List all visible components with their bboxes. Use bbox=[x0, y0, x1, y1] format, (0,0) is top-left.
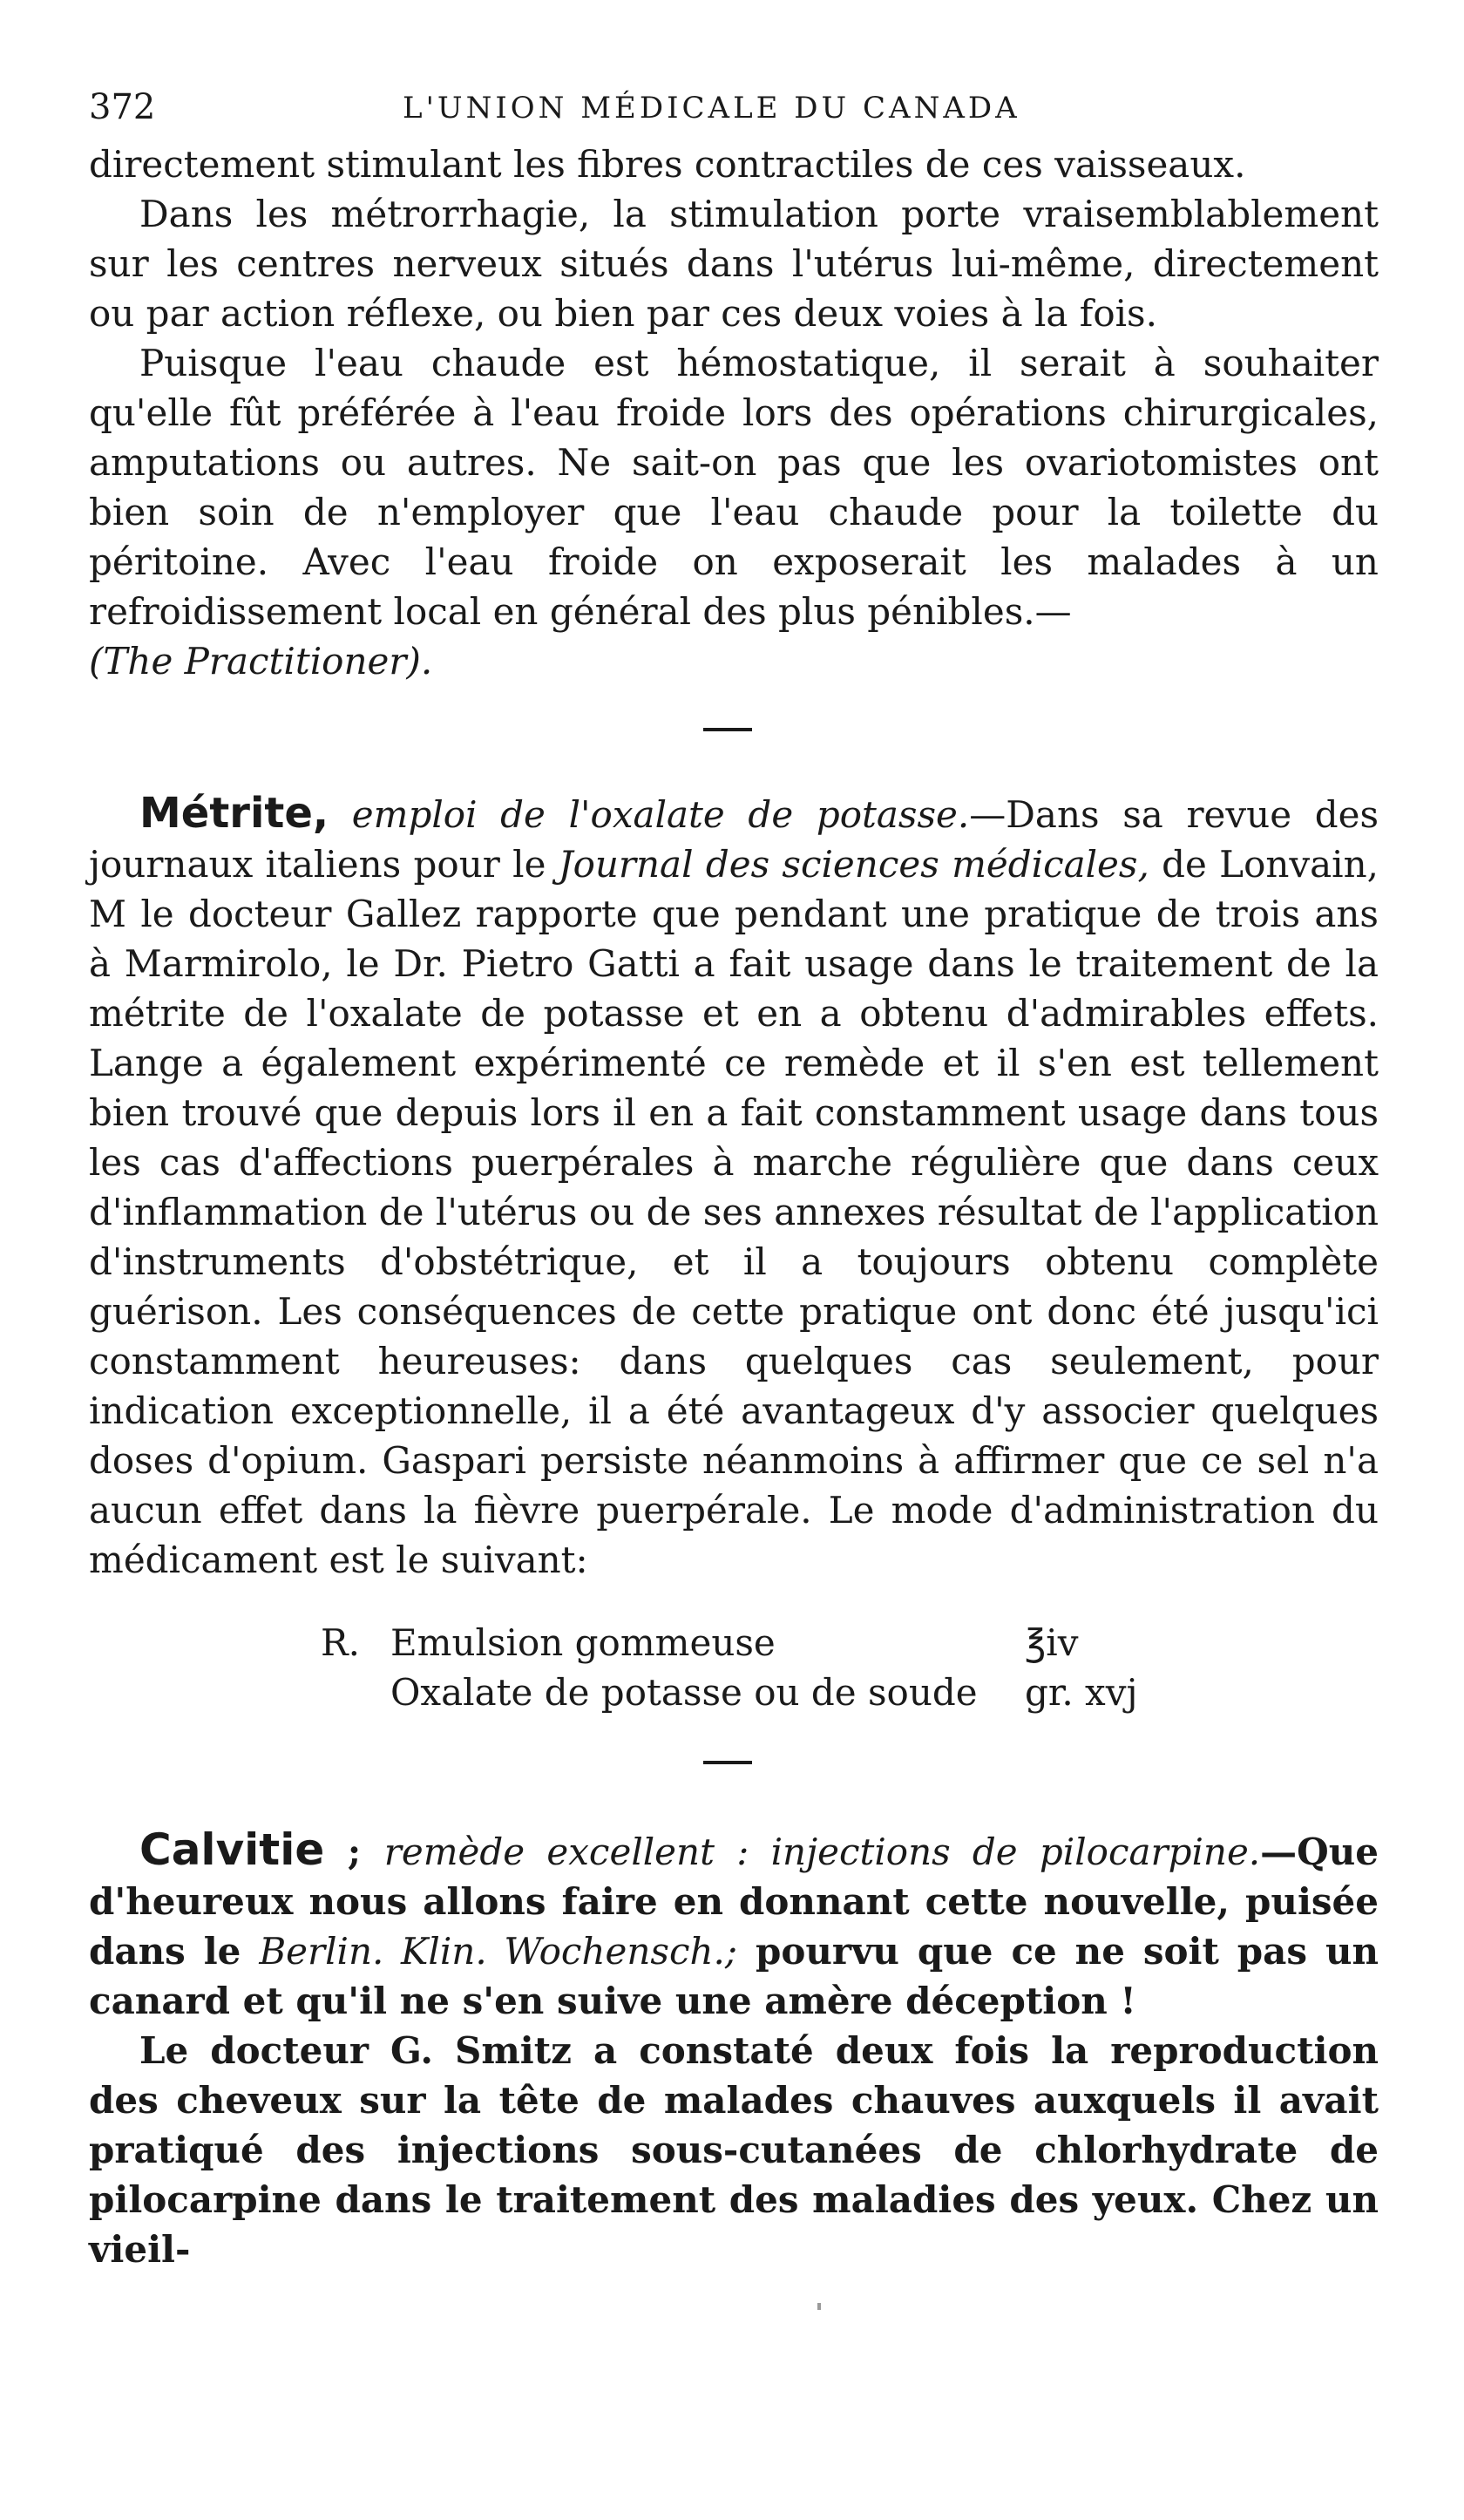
title-separator: ; bbox=[324, 1831, 384, 1873]
running-head bbox=[89, 87, 1379, 139]
metrite-text-a: —Dans sa revue des journaux italiens pour le bbox=[89, 793, 1379, 886]
article-subtitle-metrite: emploi de l'oxalate de potasse. bbox=[351, 793, 970, 836]
calvitie-text-b: pourvu que ce ne soit pas un canard et qu'il ne s'en suive une amère déception ! bbox=[89, 1930, 1379, 2022]
formula-dose: ℥iv bbox=[1025, 1621, 1079, 1664]
journal-title: L'UNION MÉDICALE DU CANADA bbox=[403, 91, 1020, 126]
paragraph-hemostatic-text: Puisque l'eau chaude est hémostatique, il serait à souhaiter qu'elle fût préférée à l'eau froide lors des opérations chirurgicales, amputations ou autres. Ne sait-on pas que les ovariotomistes ont bien soin de n'employer que l'eau chaude pour la toilette du péritoine. Avec l'eau froide on exposerait les malades à un refroidissement local en général des plus pénibles.— bbox=[89, 342, 1379, 633]
formula-dose: gr. xvj bbox=[1025, 1671, 1138, 1714]
formula-row bbox=[321, 1618, 1379, 1668]
source-citation: (The Practitioner). bbox=[89, 640, 433, 683]
formula-row bbox=[321, 1668, 1379, 1717]
print-speck bbox=[817, 2303, 821, 2310]
article-calvitie bbox=[89, 1825, 1379, 2274]
section-divider bbox=[703, 1761, 752, 1764]
paragraph-continuation: directement stimulant les fibres contractiles de ces vaisseaux. bbox=[89, 143, 1246, 186]
formula-ingredient: Emulsion gommeuse bbox=[390, 1621, 776, 1664]
section-divider bbox=[703, 728, 752, 731]
metrite-text-b: de Lonvain, M le docteur Gallez rapporte que pendant une pratique de trois ans à Marmirolo, le Dr. Pietro Gatti a fait usage dans le traitement de la métrite de l'oxalate de potasse et en a obtenu d'admirables effets. Lange a également expérimenté ce remède et il s'en est tellement bien trouvé que depuis lors il en a fait constamment usage dans tous les cas d'affections puerpérales à marche régulière que dans ceux d'inflammation de l'utérus ou de ses annexes résultat de l'application d'instruments d'obstétrique, et il a toujours obtenu complète guérison. Les conséquences de cette pratique ont donc été jusqu'ici constamment heureuses: dans quelques cas seulement, pour indication exceptionnelle, il a été avantageux d'y associer quelques doses d'opium. Gaspari persiste néanmoins à affirmer que ce sel n'a aucun effet dans la fièvre puerpérale. Le mode d'administration du médicament est le suivant: bbox=[89, 843, 1379, 1581]
calvitie-text-a: —Que d'heureux nous allons faire en donnant cette nouvelle, puisée dans le bbox=[89, 1831, 1379, 1973]
paragraph-smitz: Le docteur G. Smitz a constaté deux fois la reproduction des cheveux sur la tête de malades chauves auxquels il avait pratiqué des injections sous-cutanées de chlorhydrate de pilocarpine dans le traitement des maladies des yeux. Chez un vieil- bbox=[89, 2029, 1379, 2271]
paragraph-metrite bbox=[89, 789, 1379, 1585]
formula-ingredient: Oxalate de potasse ou de soude bbox=[390, 1671, 978, 1714]
journal-reference: Berlin. Klin. Wochensch.; bbox=[259, 1930, 738, 1973]
recipe-symbol: R. bbox=[321, 1621, 360, 1664]
page-number: 372 bbox=[89, 87, 156, 127]
paragraph-metrorrhagia: Dans les métrorrhagie, la stimulation porte vraisemblablement sur les centres nerveux situés dans l'utérus lui-même, directement ou par action réflexe, ou bien par ces deux voies à la fois. bbox=[89, 193, 1379, 335]
article-hot-water bbox=[89, 139, 1379, 686]
paragraph-hemostatic bbox=[89, 338, 1379, 686]
document-page bbox=[89, 87, 1379, 2274]
article-title-metrite: Métrite, bbox=[139, 789, 329, 838]
prescription-formula bbox=[321, 1618, 1379, 1717]
article-subtitle-calvitie: remède excellent : injections de pilocarpine. bbox=[383, 1831, 1261, 1873]
article-title-calvitie: Calvitie bbox=[139, 1824, 325, 1875]
article-metrite bbox=[89, 789, 1379, 1717]
journal-reference: Journal des sciences médicales, bbox=[558, 843, 1149, 886]
paragraph-calvitie bbox=[89, 1825, 1379, 2026]
